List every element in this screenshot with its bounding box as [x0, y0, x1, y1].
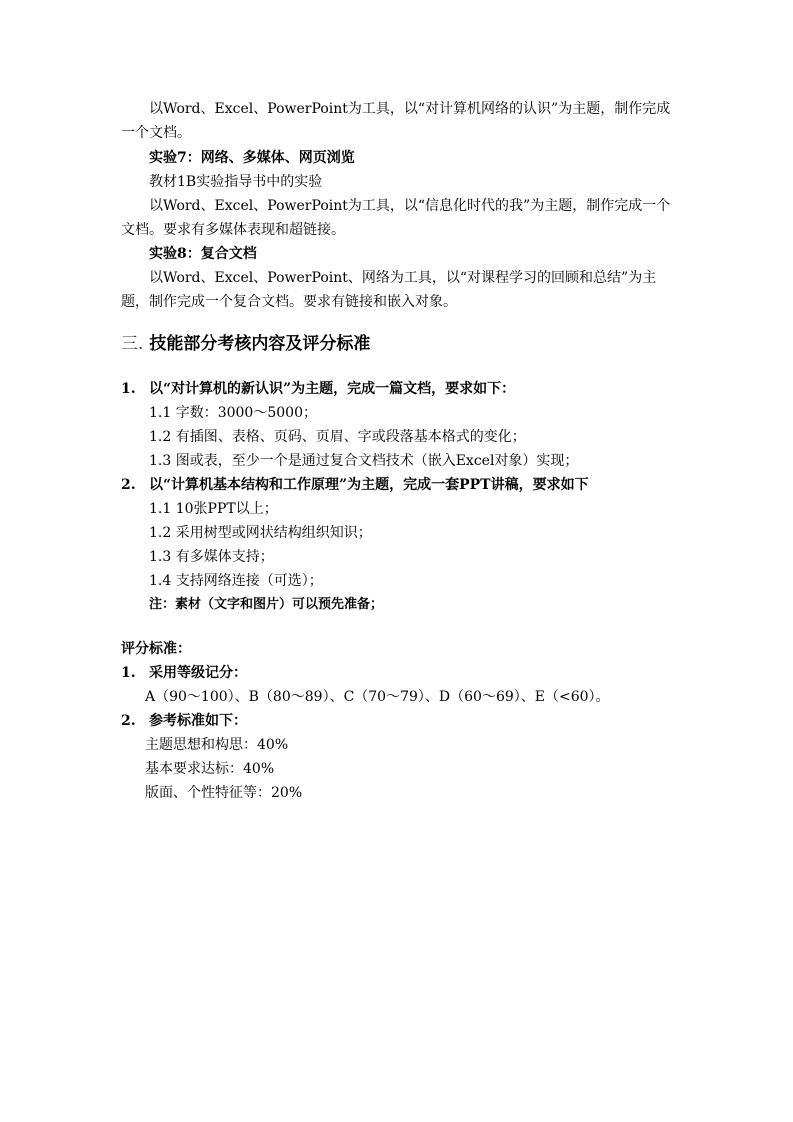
- section-heading: [121, 332, 673, 356]
- grading-item-1-number: 1.: [121, 665, 136, 681]
- experiment-8-paragraph: 以Word、Excel、PowerPoint、网络为工具，以“对课程学习的回顾和总结”为主题，制作完成一个复合文档。要求有链接和嵌入对象。: [121, 270, 657, 310]
- grading-item-1-title: 采用等级记分：: [149, 665, 247, 681]
- task-2-item: 1.3 有多媒体支持；: [149, 549, 274, 565]
- experiment-8-title: 实验8：复合文档: [149, 246, 257, 262]
- criteria-item: 主题思想和构思：40%: [145, 737, 289, 753]
- task-1-number: 1.: [121, 381, 136, 397]
- task-2-item: 1.2 采用树型或网状结构组织知识；: [149, 525, 372, 541]
- task-2-item: 1.1 10张PPT以上；: [149, 501, 278, 517]
- grading-levels: A（90～100）、B（80～89）、C（70～79）、D（60～69）、E（<60）。: [145, 689, 610, 705]
- task-2-note: 注：素材（文字和图片）可以预先准备；: [149, 597, 384, 612]
- task-2-heading: [121, 473, 589, 497]
- section-title: 技能部分考核内容及评分标准: [149, 334, 371, 354]
- section-number: 三.: [121, 334, 144, 354]
- task-1-heading: [121, 377, 515, 401]
- grading-item-2-title: 参考标准如下：: [149, 713, 247, 729]
- task-1-item: 1.2 有插图、表格、页码、页眉、字或段落基本格式的变化；: [149, 429, 526, 445]
- grading-item-1-heading: [121, 661, 247, 685]
- task-1-item: 1.1 字数：3000～5000；: [149, 405, 317, 421]
- task-1-title: 以“对计算机的新认识”为主题，完成一篇文档，要求如下：: [149, 381, 516, 397]
- criteria-item: 版面、个性特征等：20%: [145, 785, 303, 801]
- task-2-number: 2.: [121, 477, 136, 493]
- grading-title: 评分标准：: [121, 641, 191, 657]
- task-2-item: 1.4 支持网络连接（可选）；: [149, 573, 323, 589]
- grading-item-2-number: 2.: [121, 713, 136, 729]
- criteria-item: 基本要求达标：40%: [145, 761, 275, 777]
- grading-item-2-heading: [121, 709, 247, 733]
- task-2-title: 以“计算机基本结构和工作原理”为主题，完成一套PPT讲稿，要求如下: [149, 477, 589, 493]
- experiment-7-paragraph: 以Word、Excel、PowerPoint为工具，以“信息化时代的我”为主题，制作完成一个文档。要求有多媒体表现和超链接。: [121, 198, 671, 238]
- experiment-7-title: 实验7：网络、多媒体、网页浏览: [149, 150, 355, 166]
- task-1-item: 1.3 图或表，至少一个是通过复合文档技术（嵌入Excel对象）实现；: [149, 453, 579, 469]
- experiment-7-line: 教材1B实验指导书中的实验: [149, 174, 323, 190]
- paragraph-intro: 以Word、Excel、PowerPoint为工具，以“对计算机网络的认识”为主题，制作完成一个文档。: [121, 101, 671, 141]
